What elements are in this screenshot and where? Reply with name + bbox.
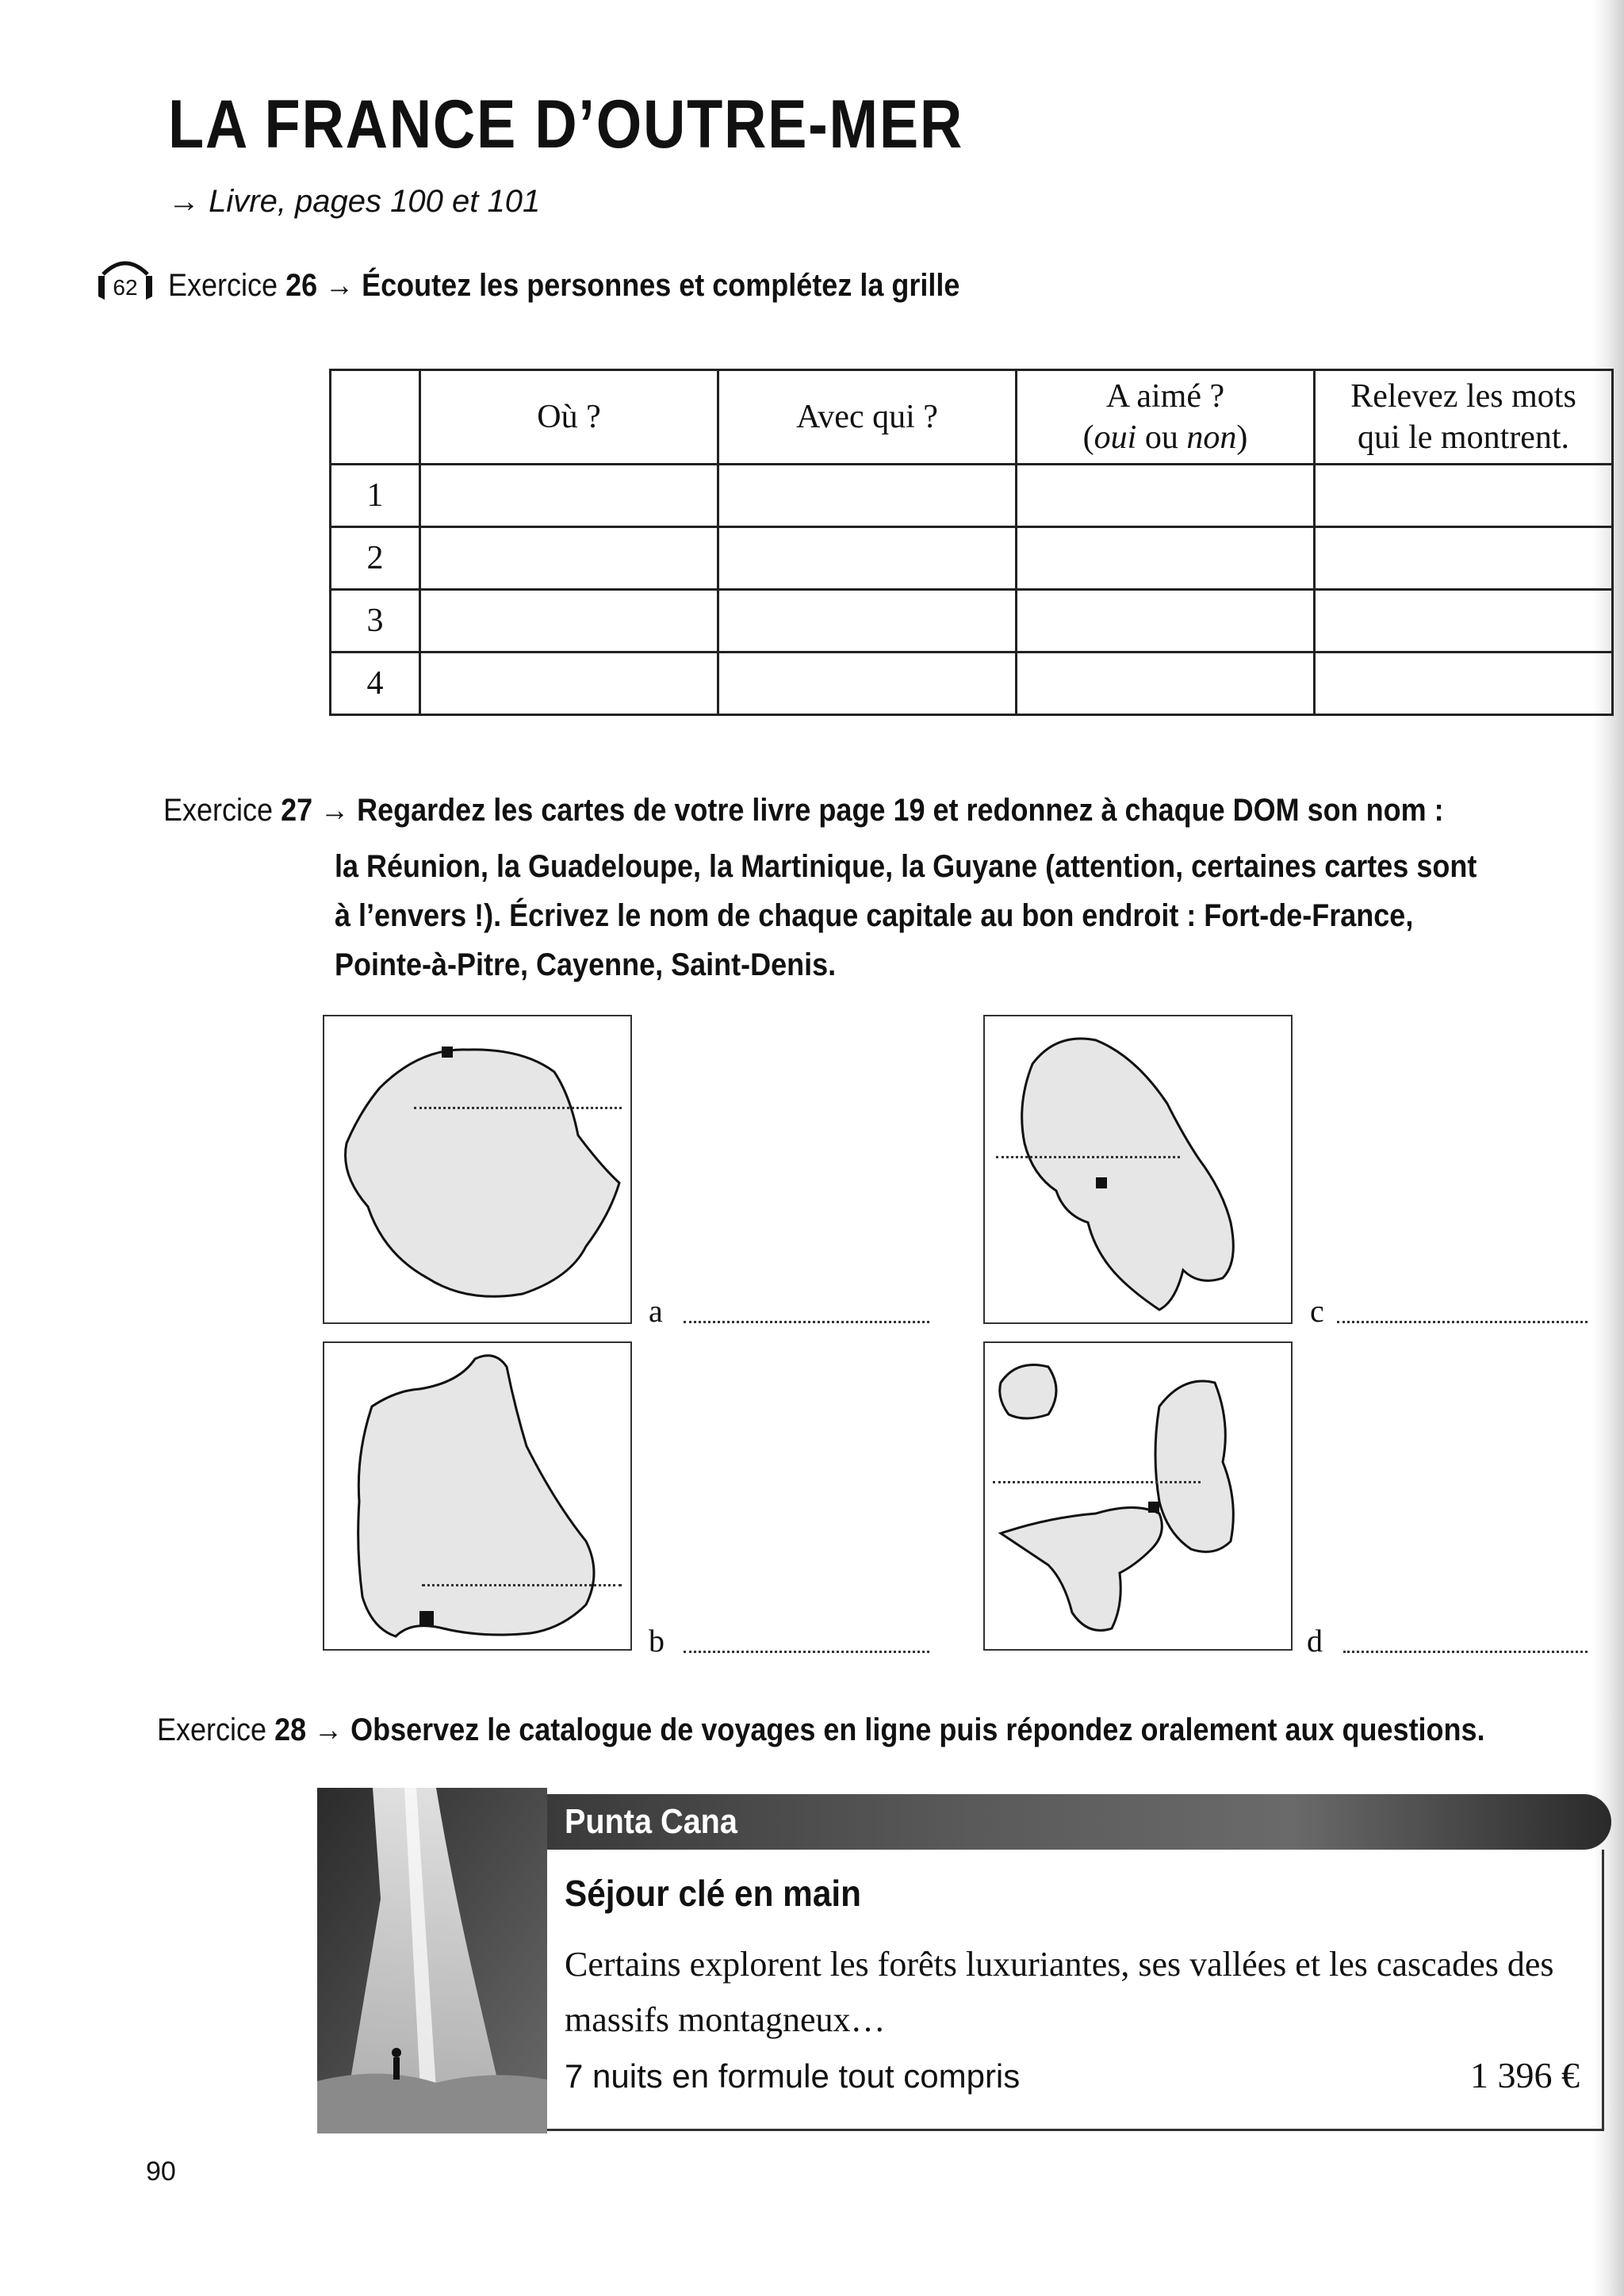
exercise-number: 28 <box>274 1712 307 1747</box>
capital-answer-line[interactable] <box>993 1481 1201 1483</box>
waterfall-photo <box>317 1788 547 2133</box>
capital-answer-line[interactable] <box>422 1584 622 1586</box>
answer-cell[interactable] <box>420 590 718 652</box>
capital-answer-line[interactable] <box>414 1107 622 1109</box>
answer-cell[interactable] <box>420 527 718 590</box>
audio-track-icon[interactable] <box>95 255 155 303</box>
map-label-b: b <box>649 1623 665 1659</box>
audio-track-number: 62 <box>113 275 138 300</box>
arrow-icon: → <box>320 793 350 828</box>
arrow-icon: → <box>314 1712 343 1747</box>
exercise-27-heading <box>163 793 1586 828</box>
book-reference: → Livre, pages 100 et 101 <box>168 184 541 219</box>
grid-header-words-line2: qui le montrent. <box>1357 419 1570 456</box>
exercise-number: 26 <box>285 268 318 303</box>
answer-cell[interactable] <box>718 465 1017 527</box>
exercise-instruction-line: la Réunion, la Guadeloupe, la Martinique, la Guyane (attention, certaines cartes sont <box>335 849 1477 884</box>
name-answer-line[interactable] <box>684 1321 929 1323</box>
row-number: 2 <box>331 527 420 590</box>
exercise-label: Exercice <box>163 793 274 828</box>
row-number: 4 <box>331 652 420 715</box>
grid-header-liked <box>1017 370 1315 465</box>
answer-cell[interactable] <box>1017 465 1315 527</box>
answer-cell[interactable] <box>718 652 1017 715</box>
grid-header-words-line1: Relevez les mots <box>1350 377 1576 415</box>
map-label-d: d <box>1307 1623 1323 1659</box>
map-label-a: a <box>649 1293 663 1329</box>
table-row <box>331 590 1613 652</box>
answer-cell[interactable] <box>1315 465 1613 527</box>
answer-cell[interactable] <box>1315 527 1613 590</box>
answer-cell[interactable] <box>1315 652 1613 715</box>
exercise-instruction-line: Pointe-à-Pitre, Cayenne, Saint-Denis. <box>335 947 837 982</box>
table-row <box>331 465 1613 527</box>
map-d-guadeloupe <box>983 1341 1293 1651</box>
map-label-c: c <box>1310 1293 1324 1329</box>
table-row <box>331 527 1613 590</box>
exercise-instruction: Observez le catalogue de voyages en ligne puis répondez oralement aux questions. <box>350 1712 1485 1747</box>
table-row <box>331 652 1613 715</box>
travel-catalog-card <box>317 1788 1611 2133</box>
name-answer-line[interactable] <box>1343 1651 1588 1653</box>
exercise-instruction: Écoutez les personnes et complétez la grille <box>362 268 960 303</box>
exercise-label: Exercice <box>157 1712 267 1747</box>
destination-banner <box>547 1794 1611 1850</box>
offer-summary: 7 nuits en formule tout compris <box>565 2057 1021 2095</box>
grid-header-where: Où ? <box>420 370 718 465</box>
exercise-label: Exercice <box>168 268 278 303</box>
offer-price: 1 396 € <box>1470 2055 1580 2095</box>
answer-cell[interactable] <box>718 527 1017 590</box>
map-a-reunion <box>323 1015 632 1324</box>
destination-name: Punta Cana <box>565 1802 737 1841</box>
grid-header-liked-line1: A aimé ? <box>1105 377 1225 415</box>
row-number: 1 <box>331 465 420 527</box>
grid-header-words <box>1315 370 1613 465</box>
page-title: LA FRANCE D’OUTRE-MER <box>168 86 964 163</box>
exercise-instruction-line: à l’envers !). Écrivez le nom de chaque capitale au bon endroit : Fort-de-France, <box>335 898 1414 933</box>
capital-answer-line[interactable] <box>996 1156 1180 1158</box>
exercise-26-heading <box>168 268 1048 304</box>
name-answer-line[interactable] <box>1337 1321 1588 1323</box>
grid-header-with-whom: Avec qui ? <box>718 370 1017 465</box>
answer-cell[interactable] <box>1017 527 1315 590</box>
map-b-guyane <box>323 1341 632 1651</box>
answer-grid <box>329 369 1614 716</box>
answer-cell[interactable] <box>420 652 718 715</box>
answer-cell[interactable] <box>1315 590 1613 652</box>
map-c-martinique <box>983 1015 1293 1324</box>
offer-heading: Séjour clé en main <box>565 1873 861 1914</box>
grid-header-row <box>331 370 1613 465</box>
arrow-icon: → <box>325 268 354 303</box>
exercise-instruction-line: Regardez les cartes de votre livre page 19 et redonnez à chaque DOM son nom : <box>357 793 1444 828</box>
exercise-28-heading <box>157 1712 1624 1748</box>
page-number: 90 <box>146 2156 176 2187</box>
answer-cell[interactable] <box>718 590 1017 652</box>
grid-header-liked-line2: (oui ou non) <box>1082 419 1248 456</box>
answer-cell[interactable] <box>1017 652 1315 715</box>
answer-cell[interactable] <box>1017 590 1315 652</box>
row-number: 3 <box>331 590 420 652</box>
exercise-number: 27 <box>281 793 313 828</box>
catalog-details <box>547 1850 1604 2131</box>
offer-description: Certains explorent les forêts luxuriantes, ses vallées et les cascades des massifs montagneux… <box>565 1945 1554 2039</box>
answer-cell[interactable] <box>420 465 718 527</box>
grid-header-corner <box>331 370 420 465</box>
exercise-27-instructions <box>335 842 1572 989</box>
name-answer-line[interactable] <box>684 1651 929 1653</box>
